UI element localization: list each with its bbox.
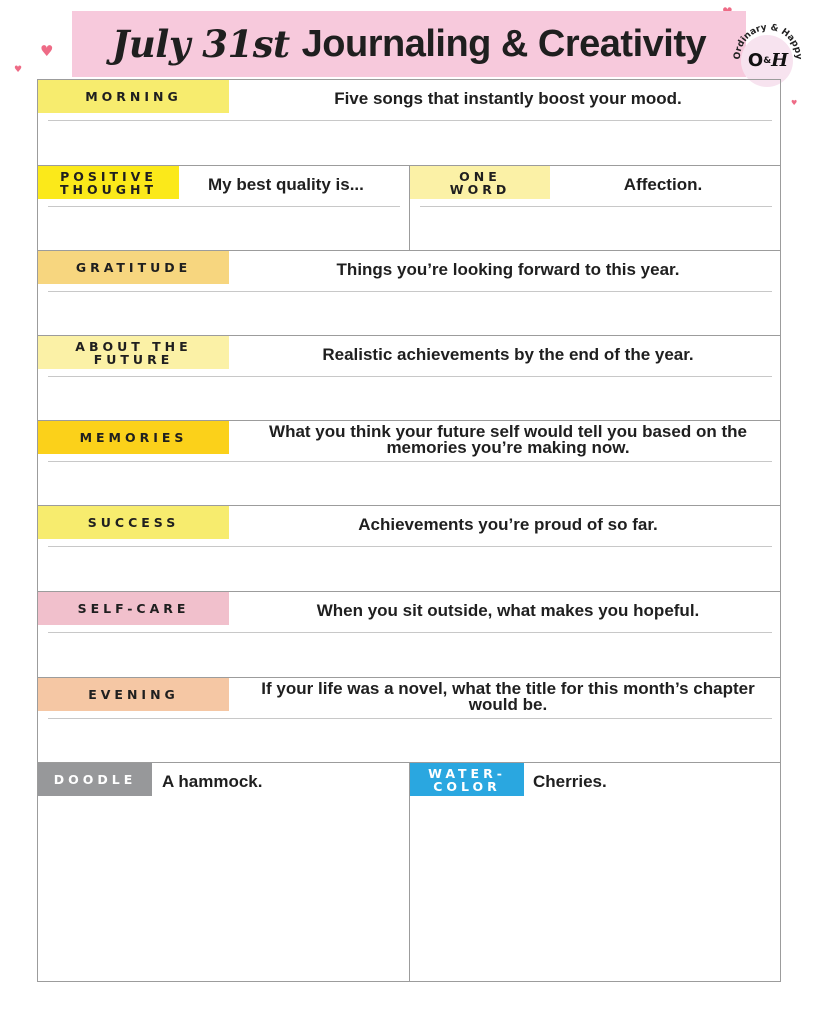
writing-line: [48, 718, 772, 719]
creative-row: [38, 763, 780, 981]
doodle-prompt: A hammock.: [162, 772, 263, 791]
watercolor-prompt: Cherries.: [533, 772, 607, 791]
section-label: EVENING: [38, 678, 229, 711]
writing-line: [48, 376, 772, 377]
writing-line: [48, 206, 400, 207]
journal-grid: [37, 79, 781, 982]
logo-mark: O&H: [747, 50, 789, 71]
writing-line: [48, 291, 772, 292]
section-memories: [38, 421, 780, 506]
writing-line: [48, 120, 772, 121]
title-text: Journaling & Creativity: [301, 22, 707, 65]
writing-line: [420, 206, 772, 207]
section-prompt: Achievements you’re proud of so far.: [358, 515, 658, 534]
svg-text:Ordinary & Happy: Ordinary & Happy: [732, 22, 804, 60]
positive-thought-prompt: My best quality is...: [208, 175, 364, 194]
heart-icon: ♥: [40, 42, 54, 60]
heart-icon: ♥: [14, 65, 23, 75]
writing-line: [48, 632, 772, 633]
section-success: [38, 506, 780, 592]
section-prompt: What you think your future self would tell you based on the memories you’re making now.: [269, 422, 747, 457]
section-label: GRATITUDE: [38, 251, 229, 284]
positive-thought-label: POSITIVE THOUGHT: [38, 166, 179, 199]
section-prompt: Five songs that instantly boost your mood.: [334, 89, 682, 108]
section-label: ABOUT THE FUTURE: [38, 336, 229, 369]
section-label: SELF-CARE: [38, 592, 229, 625]
section-label: MEMORIES: [38, 421, 229, 454]
section-prompt: Things you’re looking forward to this year.: [336, 260, 680, 279]
one-word-label: ONE WORD: [410, 166, 550, 199]
page-title: [72, 11, 746, 77]
section-gratitude: [38, 251, 780, 336]
heart-icon: ♥: [791, 99, 798, 107]
one-word-prompt: Affection.: [623, 175, 703, 194]
writing-line: [48, 461, 772, 462]
section-label: SUCCESS: [38, 506, 229, 539]
watercolor-label: WATER- COLOR: [410, 763, 524, 796]
section-label: MORNING: [38, 80, 229, 113]
section-about-the-future: [38, 336, 780, 421]
section-prompt: Realistic achievements by the end of the year.: [322, 345, 694, 364]
title-date: July 31st: [111, 22, 290, 66]
section-prompt: If your life was a novel, what the title for this month’s chapter would be.: [261, 679, 755, 714]
section-morning: [38, 80, 780, 166]
section-self-care: [38, 592, 780, 678]
section-prompt: When you sit outside, what makes you hopeful.: [316, 601, 700, 620]
split-row: [38, 166, 780, 251]
doodle-label: DOODLE: [38, 763, 152, 796]
section-evening: [38, 678, 780, 763]
writing-line: [48, 546, 772, 547]
